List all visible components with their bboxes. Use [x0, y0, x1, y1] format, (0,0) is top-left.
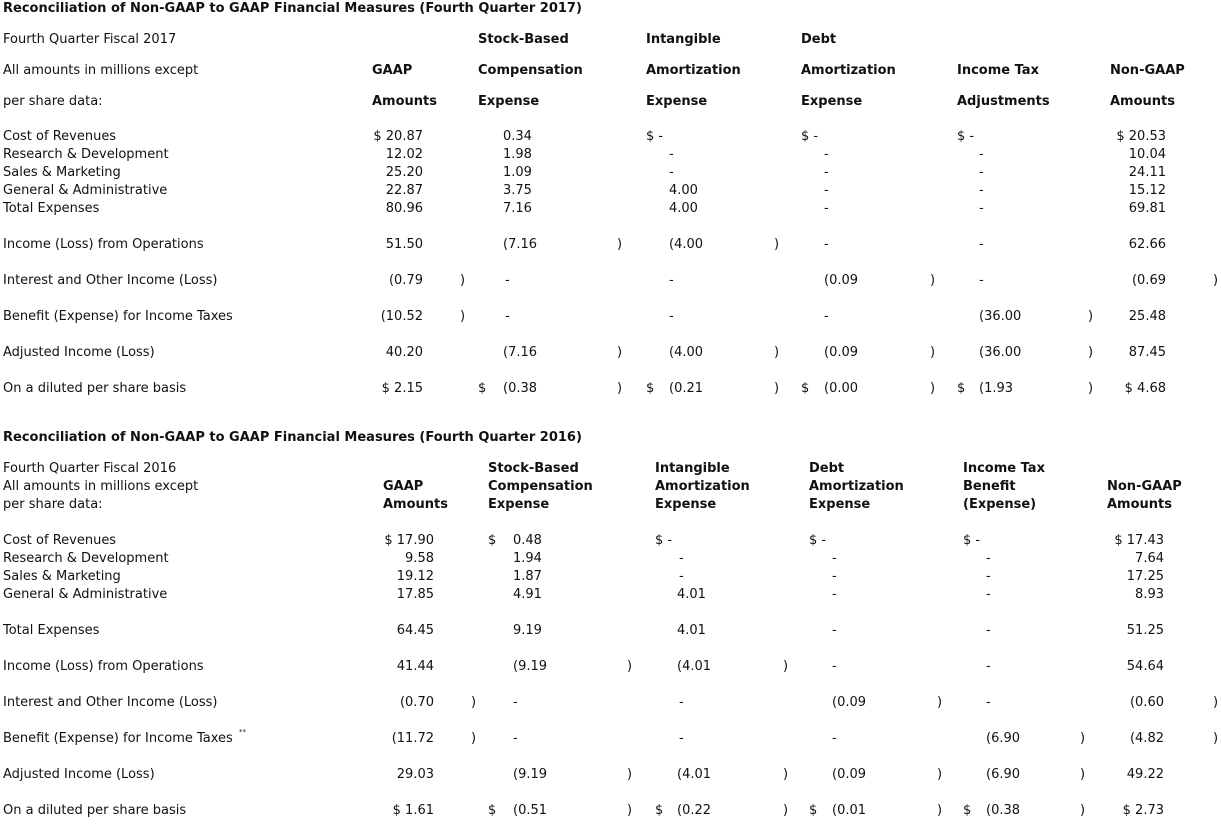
closing-paren: ) [937, 695, 943, 710]
cell-sbc: (7.16 [503, 345, 538, 360]
cell-gaap: $ 20.87 [373, 129, 423, 144]
cell-debt: $ - [801, 129, 819, 144]
cell-intangible: (4.00 [669, 237, 704, 252]
currency-symbol: $ [655, 803, 664, 818]
cell-intangible: - [679, 695, 684, 710]
row-label: Income (Loss) from Operations [3, 237, 204, 252]
currency-symbol: $ [478, 381, 487, 396]
closing-paren: ) [617, 345, 623, 360]
cell-intangible: $ - [646, 129, 664, 144]
column-header-debt: Expense [809, 497, 871, 512]
cell-sbc: - [513, 731, 518, 746]
column-header-sbc: Stock-Based [478, 32, 569, 47]
column-header-sbc: Expense [488, 497, 550, 512]
column-header-nongaap: Non-GAAP [1110, 63, 1185, 78]
cell-nongaap: 15.12 [1128, 183, 1166, 198]
cell-nongaap: 87.45 [1128, 345, 1166, 360]
cell-debt: - [824, 165, 829, 180]
cell-nongaap: 51.25 [1126, 623, 1164, 638]
closing-paren: ) [774, 381, 780, 396]
column-header-tax: Income Tax [957, 63, 1039, 78]
cell-intangible: - [669, 309, 674, 324]
row-label: On a diluted per share basis [3, 381, 187, 396]
column-header-gaap: Amounts [372, 94, 437, 109]
currency-symbol: $ [801, 381, 810, 396]
closing-paren: ) [1213, 273, 1219, 288]
currency-symbol: $ [957, 381, 966, 396]
cell-tax: - [979, 165, 984, 180]
cell-nongaap: $ 2.73 [1122, 803, 1164, 818]
currency-symbol: $ [488, 533, 497, 548]
cell-sbc: 9.19 [513, 623, 542, 638]
closing-paren: ) [930, 273, 936, 288]
cell-debt: - [824, 183, 829, 198]
cell-debt: - [832, 659, 837, 674]
cell-sbc: - [505, 273, 510, 288]
cell-debt: - [824, 147, 829, 162]
cell-intangible: (4.01 [677, 659, 712, 674]
column-header-debt: Amortization [809, 479, 904, 494]
row-label: Adjusted Income (Loss) [3, 767, 155, 782]
column-header-rowlabel: per share data: [3, 497, 103, 512]
column-header-nongaap: Non-GAAP [1107, 479, 1182, 494]
cell-gaap: 40.20 [385, 345, 423, 360]
cell-tax: - [979, 147, 984, 162]
cell-gaap: 41.44 [396, 659, 434, 674]
cell-tax: - [986, 587, 991, 602]
cell-tax: $ - [963, 533, 981, 548]
column-header-debt: Expense [801, 94, 863, 109]
currency-symbol: $ [646, 381, 655, 396]
cell-sbc: 0.34 [503, 129, 532, 144]
closing-paren: ) [627, 659, 633, 674]
cell-intangible: 4.00 [669, 201, 698, 216]
column-header-tax: Income Tax [963, 461, 1045, 476]
column-header-debt: Debt [801, 32, 837, 47]
currency-symbol: $ [488, 803, 497, 818]
footnote-marker: ** [239, 728, 246, 736]
row-label: Benefit (Expense) for Income Taxes [3, 309, 233, 324]
closing-paren: ) [1213, 731, 1219, 746]
cell-sbc: (0.51 [513, 803, 548, 818]
column-header-rowlabel: per share data: [3, 94, 103, 109]
cell-intangible: $ - [655, 533, 673, 548]
column-header-nongaap: Amounts [1110, 94, 1175, 109]
cell-gaap: 64.45 [396, 623, 434, 638]
cell-sbc: (9.19 [513, 659, 548, 674]
section-title: Reconciliation of Non-GAAP to GAAP Financial Measures (Fourth Quarter 2017) [3, 1, 582, 16]
cell-debt: (0.01 [832, 803, 867, 818]
cell-nongaap: 69.81 [1128, 201, 1166, 216]
cell-nongaap: 49.22 [1126, 767, 1164, 782]
cell-sbc: 1.94 [513, 551, 542, 566]
column-header-rowlabel: All amounts in millions except [3, 63, 199, 78]
column-header-tax: (Expense) [963, 497, 1037, 512]
closing-paren: ) [783, 767, 789, 782]
closing-paren: ) [1088, 345, 1094, 360]
row-label: Cost of Revenues [3, 533, 117, 548]
cell-nongaap: 7.64 [1135, 551, 1164, 566]
column-header-gaap: Amounts [383, 497, 448, 512]
column-header-rowlabel: All amounts in millions except [3, 479, 199, 494]
cell-debt: - [832, 623, 837, 638]
row-label: Income (Loss) from Operations [3, 659, 204, 674]
closing-paren: ) [1213, 695, 1219, 710]
cell-tax: (6.90 [986, 731, 1021, 746]
column-header-intangible: Intangible [655, 461, 730, 476]
cell-debt: $ - [809, 533, 827, 548]
cell-nongaap: $ 17.43 [1114, 533, 1164, 548]
column-header-gaap: GAAP [372, 63, 413, 78]
column-header-sbc: Stock-Based [488, 461, 579, 476]
cell-intangible: - [669, 273, 674, 288]
cell-debt: - [824, 201, 829, 216]
column-header-debt: Debt [809, 461, 845, 476]
cell-tax: (1.93 [979, 381, 1014, 396]
cell-debt: - [824, 309, 829, 324]
column-header-debt: Amortization [801, 63, 896, 78]
cell-sbc: 1.87 [513, 569, 542, 584]
cell-sbc: 1.09 [503, 165, 532, 180]
column-header-intangible: Expense [655, 497, 717, 512]
cell-debt: - [832, 731, 837, 746]
column-header-rowlabel: Fourth Quarter Fiscal 2016 [3, 461, 177, 476]
cell-gaap: 51.50 [385, 237, 423, 252]
cell-tax: - [979, 237, 984, 252]
cell-tax: - [986, 623, 991, 638]
closing-paren: ) [627, 767, 633, 782]
cell-sbc: - [513, 695, 518, 710]
closing-paren: ) [460, 309, 466, 324]
cell-intangible: 4.01 [677, 623, 706, 638]
closing-paren: ) [774, 237, 780, 252]
cell-sbc: 7.16 [503, 201, 532, 216]
column-header-intangible: Expense [646, 94, 708, 109]
cell-debt: - [832, 551, 837, 566]
cell-gaap: $ 1.61 [392, 803, 434, 818]
column-header-sbc: Expense [478, 94, 540, 109]
row-label: Benefit (Expense) for Income Taxes [3, 731, 233, 746]
closing-paren: ) [1088, 381, 1094, 396]
cell-nongaap: 10.04 [1128, 147, 1166, 162]
column-header-tax: Benefit [963, 479, 1016, 494]
cell-tax: $ - [957, 129, 975, 144]
row-label: Total Expenses [3, 623, 100, 638]
closing-paren: ) [783, 659, 789, 674]
cell-sbc: (7.16 [503, 237, 538, 252]
row-label: Sales & Marketing [3, 165, 121, 180]
cell-gaap: (10.52 [380, 309, 423, 324]
row-label: Adjusted Income (Loss) [3, 345, 155, 360]
closing-paren: ) [930, 381, 936, 396]
cell-debt: (0.09 [832, 695, 867, 710]
cell-debt: (0.00 [824, 381, 859, 396]
column-header-nongaap: Amounts [1107, 497, 1172, 512]
cell-gaap: $ 2.15 [381, 381, 423, 396]
cell-intangible: (4.00 [669, 345, 704, 360]
cell-sbc: 0.48 [513, 533, 542, 548]
closing-paren: ) [1080, 803, 1086, 818]
cell-gaap: 9.58 [405, 551, 434, 566]
cell-tax: - [986, 551, 991, 566]
closing-paren: ) [930, 345, 936, 360]
cell-sbc: - [505, 309, 510, 324]
cell-gaap: 17.85 [396, 587, 434, 602]
closing-paren: ) [774, 345, 780, 360]
cell-tax: - [986, 659, 991, 674]
row-label: Cost of Revenues [3, 129, 117, 144]
row-label: Interest and Other Income (Loss) [3, 273, 218, 288]
cell-gaap: (11.72 [391, 731, 434, 746]
cell-tax: (6.90 [986, 767, 1021, 782]
row-label: Research & Development [3, 147, 169, 162]
cell-nongaap: (0.60 [1129, 695, 1164, 710]
cell-nongaap: 17.25 [1126, 569, 1164, 584]
cell-debt: (0.09 [824, 273, 859, 288]
cell-nongaap: 24.11 [1128, 165, 1166, 180]
column-header-sbc: Compensation [488, 479, 593, 494]
cell-intangible: - [669, 147, 674, 162]
cell-gaap: 25.20 [385, 165, 423, 180]
cell-intangible: (0.21 [669, 381, 704, 396]
cell-tax: (0.38 [986, 803, 1021, 818]
column-header-gaap: GAAP [383, 479, 424, 494]
cell-sbc: 1.98 [503, 147, 532, 162]
closing-paren: ) [1080, 767, 1086, 782]
cell-intangible: - [679, 569, 684, 584]
cell-tax: - [979, 201, 984, 216]
cell-nongaap: 25.48 [1128, 309, 1166, 324]
closing-paren: ) [627, 803, 633, 818]
column-header-intangible: Intangible [646, 32, 721, 47]
cell-sbc: 4.91 [513, 587, 542, 602]
column-header-rowlabel: Fourth Quarter Fiscal 2017 [3, 32, 177, 47]
cell-nongaap: 54.64 [1126, 659, 1164, 674]
closing-paren: ) [471, 695, 477, 710]
closing-paren: ) [460, 273, 466, 288]
cell-gaap: (0.70 [399, 695, 434, 710]
closing-paren: ) [471, 731, 477, 746]
cell-tax: - [986, 569, 991, 584]
cell-tax: - [979, 183, 984, 198]
cell-gaap: 22.87 [385, 183, 423, 198]
cell-nongaap: 8.93 [1135, 587, 1164, 602]
closing-paren: ) [617, 237, 623, 252]
row-label: Research & Development [3, 551, 169, 566]
column-header-sbc: Compensation [478, 63, 583, 78]
cell-debt: (0.09 [832, 767, 867, 782]
cell-tax: (36.00 [979, 345, 1022, 360]
cell-intangible: (4.01 [677, 767, 712, 782]
cell-intangible: 4.00 [669, 183, 698, 198]
row-label: Total Expenses [3, 201, 100, 216]
column-header-intangible: Amortization [655, 479, 750, 494]
cell-gaap: 80.96 [385, 201, 423, 216]
cell-nongaap: (0.69 [1131, 273, 1166, 288]
cell-debt: - [832, 587, 837, 602]
cell-gaap: (0.79 [388, 273, 423, 288]
cell-sbc: (9.19 [513, 767, 548, 782]
cell-intangible: 4.01 [677, 587, 706, 602]
closing-paren: ) [1080, 731, 1086, 746]
closing-paren: ) [937, 767, 943, 782]
cell-intangible: - [669, 165, 674, 180]
cell-intangible: - [679, 551, 684, 566]
row-label: Interest and Other Income (Loss) [3, 695, 218, 710]
closing-paren: ) [617, 381, 623, 396]
cell-sbc: 3.75 [503, 183, 532, 198]
cell-nongaap: $ 4.68 [1124, 381, 1166, 396]
row-label: General & Administrative [3, 587, 168, 602]
currency-symbol: $ [963, 803, 972, 818]
row-label: Sales & Marketing [3, 569, 121, 584]
cell-debt: (0.09 [824, 345, 859, 360]
column-header-intangible: Amortization [646, 63, 741, 78]
cell-gaap: 29.03 [396, 767, 434, 782]
section-title: Reconciliation of Non-GAAP to GAAP Financial Measures (Fourth Quarter 2016) [3, 430, 582, 445]
cell-gaap: $ 17.90 [384, 533, 434, 548]
cell-nongaap: (4.82 [1129, 731, 1164, 746]
cell-intangible: - [679, 731, 684, 746]
cell-tax: (36.00 [979, 309, 1022, 324]
cell-tax: - [979, 273, 984, 288]
cell-debt: - [832, 569, 837, 584]
cell-intangible: (0.22 [677, 803, 712, 818]
column-header-tax: Adjustments [957, 94, 1050, 109]
cell-debt: - [824, 237, 829, 252]
closing-paren: ) [783, 803, 789, 818]
row-label: General & Administrative [3, 183, 168, 198]
cell-gaap: 12.02 [385, 147, 423, 162]
cell-nongaap: 62.66 [1128, 237, 1166, 252]
row-label: On a diluted per share basis [3, 803, 187, 818]
cell-tax: - [986, 695, 991, 710]
closing-paren: ) [1088, 309, 1094, 324]
cell-sbc: (0.38 [503, 381, 538, 396]
cell-nongaap: $ 20.53 [1116, 129, 1166, 144]
cell-gaap: 19.12 [396, 569, 434, 584]
currency-symbol: $ [809, 803, 818, 818]
closing-paren: ) [937, 803, 943, 818]
